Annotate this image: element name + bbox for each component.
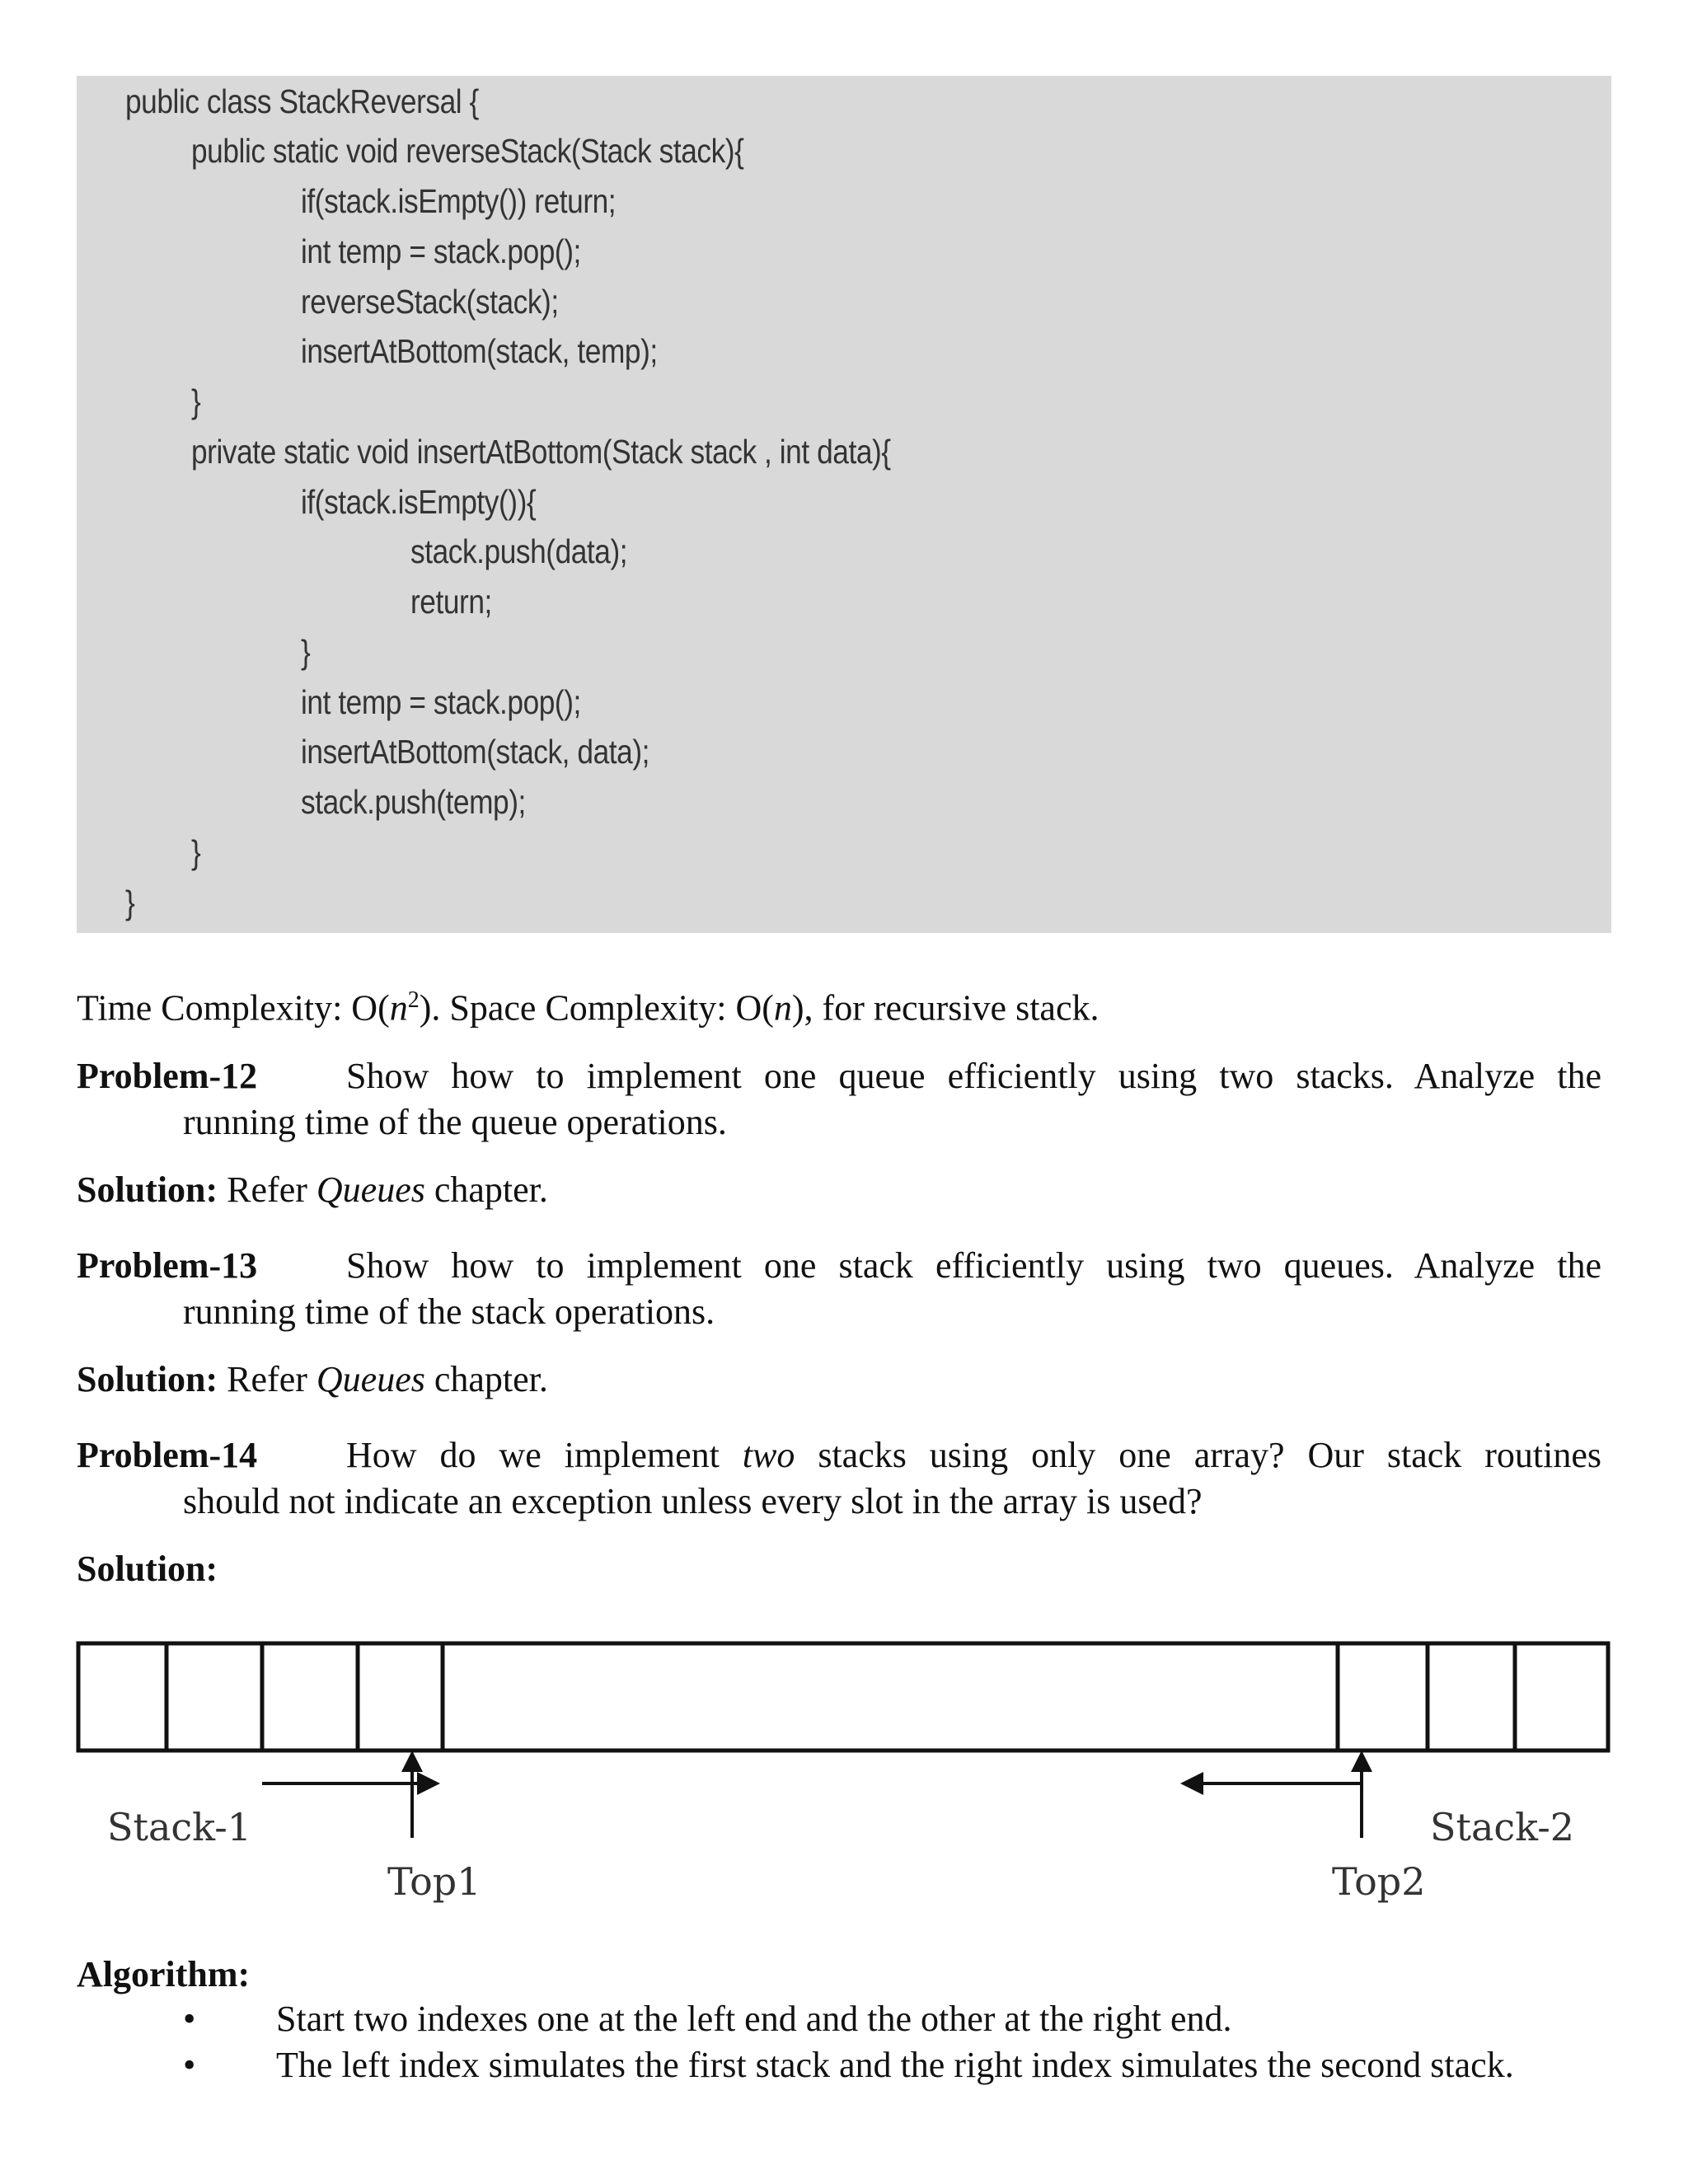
- problem-14-line2: should not indicate an exception unless every slot in the array is used?: [183, 1481, 1203, 1521]
- code-line: }: [191, 382, 201, 420]
- code-line: insertAtBottom(stack, data);: [301, 733, 649, 771]
- top1-arrowhead-right: [417, 1772, 440, 1795]
- code-line: }: [125, 883, 135, 921]
- bullet-marker: •: [183, 2045, 196, 2085]
- problem-12-label: Problem-12: [77, 1056, 258, 1096]
- stack-2-label: Stack-2: [1430, 1805, 1575, 1849]
- complexity-text: Time Complexity: $O(n^2)$. Space Complexity: O(n), for recursive stack.: [77, 987, 1100, 1029]
- algorithm-label: Algorithm:: [77, 1954, 251, 1994]
- bullet-marker: •: [183, 1999, 196, 2039]
- problem-12-line2: running time of the queue operations.: [183, 1102, 727, 1142]
- code-line: int temp = stack.pop();: [301, 683, 581, 721]
- solution-14-label: Solution:: [77, 1549, 218, 1589]
- problem-12-line1: Show how to implement one queue efficiently using two stacks. Analyze the: [346, 1056, 1601, 1096]
- code-line: stack.push(temp);: [301, 783, 526, 821]
- array-outline: [78, 1643, 1608, 1750]
- code-line: return;: [410, 583, 492, 621]
- code-line: reverseStack(stack);: [301, 283, 559, 321]
- code-line: int temp = stack.pop();: [301, 232, 581, 270]
- code-line: public class StackReversal {: [125, 82, 479, 120]
- top1-arrowhead-up: [401, 1750, 423, 1772]
- code-line: stack.push(data);: [410, 532, 628, 570]
- problem-14-label: Problem-14: [77, 1435, 258, 1475]
- problem-13-line2: running time of the stack operations.: [183, 1291, 715, 1332]
- top1-label: Top1: [387, 1859, 481, 1904]
- algorithm-bullet: The left index simulates the first stack and the right index simulates the second stack.: [276, 2045, 1514, 2085]
- stack-1-label: Stack-1: [107, 1805, 252, 1849]
- code-line: if(stack.isEmpty()){: [301, 483, 537, 521]
- code-line: }: [301, 633, 311, 671]
- code-line: }: [191, 833, 201, 871]
- top2-arrowhead-left: [1180, 1772, 1203, 1795]
- top2-label: Top2: [1332, 1859, 1426, 1904]
- problem-13-label: Problem-13: [77, 1245, 258, 1286]
- code-line: insertAtBottom(stack, temp);: [301, 332, 658, 370]
- solution-13: Solution: Refer Queues chapter.: [77, 1359, 548, 1399]
- top2-arrowhead-up: [1351, 1750, 1372, 1772]
- solution-12: Solution: Refer Queues chapter.: [77, 1169, 548, 1210]
- code-line: public static void reverseStack(Stack stack){: [191, 132, 744, 170]
- problem-13-line1: Show how to implement one stack efficiently using two queues. Analyze the: [346, 1245, 1601, 1286]
- problem-14-line1: How do we implement two stacks using only one array? Our stack routines: [346, 1435, 1601, 1475]
- algorithm-bullet: Start two indexes one at the left end and the other at the right end.: [276, 1999, 1232, 2039]
- code-line: if(stack.isEmpty()) return;: [301, 182, 617, 220]
- code-line: private static void insertAtBottom(Stack stack , int data){: [191, 433, 891, 471]
